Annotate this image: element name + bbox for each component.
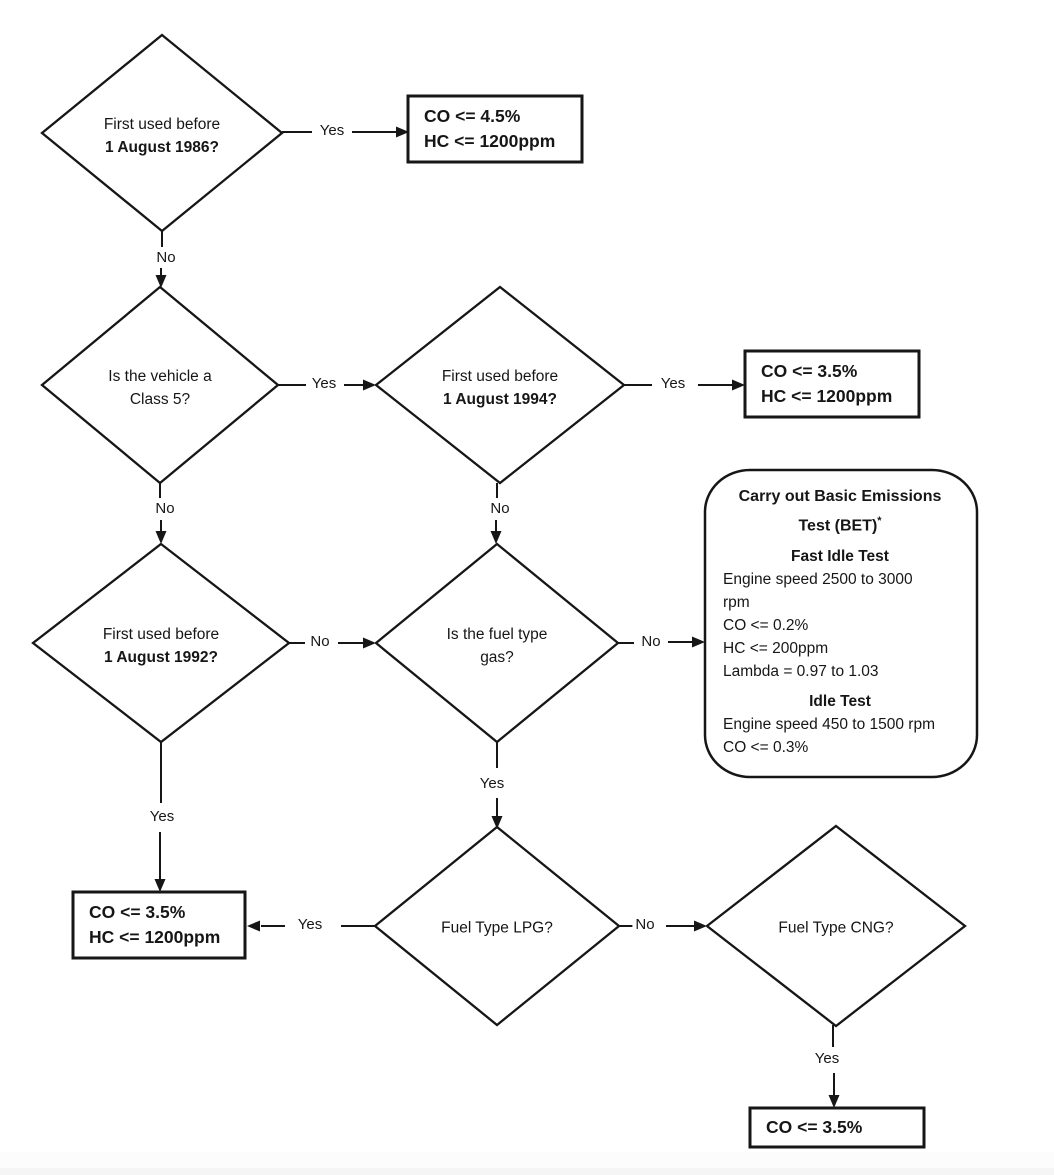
result-pre-1986-text [408, 96, 582, 162]
bet-idle-line-engine-speed: Engine speed 450 to 1500 rpm [723, 716, 935, 734]
decision-first-used-1992-line1: First used before [102, 626, 220, 643]
arrowhead-1994-yes [732, 380, 745, 391]
edge-label-cng-yes: Yes [812, 1050, 842, 1068]
decision-first-used-1986-line2: 1 August 1986? [105, 139, 219, 156]
result-pre-1992-line1: CO <= 3.5% [89, 902, 186, 922]
arrowhead-lpg-no [694, 921, 707, 932]
decision-first-used-1994-label [390, 365, 610, 411]
bet-title-asterisk: * [877, 515, 882, 527]
bet-title [723, 484, 957, 538]
edge-label-fuel-gas-yes: Yes [477, 775, 507, 793]
decision-fuel-type-lpg-label [387, 917, 607, 940]
bet-fast-idle-line-engine-speed: Engine speed 2500 to 3000 [723, 571, 913, 589]
result-pre-1986-line1: CO <= 4.5% [424, 106, 521, 126]
bet-box-content [705, 470, 977, 777]
edge-label-class5-no: No [152, 500, 177, 518]
result-pre-1992-line2: HC <= 1200ppm [89, 927, 221, 947]
result-pre-1986-line2: HC <= 1200ppm [424, 131, 556, 151]
bet-idle-line-co: CO <= 0.3% [723, 739, 809, 757]
arrowhead-1994-no [491, 531, 502, 544]
edge-label-fuel-gas-no: No [638, 633, 663, 651]
decision-first-used-1986-line1: First used before [103, 116, 221, 133]
arrowhead-cng-yes [829, 1095, 840, 1108]
edge-label-1986-yes: Yes [317, 122, 347, 140]
decision-fuel-type-gas-line2: gas? [480, 649, 514, 666]
decision-vehicle-class5-line1: Is the vehicle a [108, 368, 212, 385]
bet-idle-heading: Idle Test [809, 693, 871, 711]
footer-strip-edge [0, 1168, 1054, 1175]
decision-fuel-type-gas-label [387, 623, 607, 669]
arrowhead-1986-no [156, 275, 167, 288]
edge-label-1994-no: No [487, 500, 512, 518]
arrowhead-1992-yes [155, 879, 166, 892]
decision-fuel-type-gas-line1: Is the fuel type [446, 626, 548, 643]
result-cng-text [750, 1108, 924, 1147]
bet-fast-idle-line-lambda: Lambda = 0.97 to 1.03 [723, 663, 879, 681]
bet-fast-idle-heading: Fast Idle Test [791, 548, 889, 566]
edge-label-class5-yes: Yes [309, 375, 339, 393]
arrowhead-class5-no [156, 531, 167, 544]
arrowhead-1992-no [363, 638, 376, 649]
bet-fast-idle-line-hc: HC <= 200ppm [723, 640, 829, 658]
arrowhead-fuel-gas-yes [492, 816, 503, 829]
decision-first-used-1992-line2: 1 August 1992? [104, 649, 218, 666]
bet-title-line2: Test (BET)* [798, 515, 882, 535]
arrowhead-lpg-yes [247, 921, 260, 932]
edge-label-1986-no: No [153, 249, 178, 267]
decision-vehicle-class5-line2: Class 5? [129, 391, 191, 408]
decision-fuel-type-lpg-line1: Fuel Type LPG? [441, 919, 553, 937]
result-pre-1994-line1: CO <= 3.5% [761, 361, 858, 381]
bet-title-line1: Carry out Basic Emissions [738, 488, 942, 505]
bet-fast-idle-line-co: CO <= 0.2% [723, 617, 809, 635]
footer-strip [0, 1152, 1054, 1168]
result-pre-1994-line2: HC <= 1200ppm [761, 386, 893, 406]
decision-first-used-1986-label [52, 113, 272, 159]
result-cng-line1: CO <= 3.5% [766, 1117, 863, 1137]
edge-label-1994-yes: Yes [658, 375, 688, 393]
edge-label-1992-yes: Yes [147, 808, 177, 826]
result-pre-1994-text [745, 351, 919, 417]
edge-label-lpg-no: No [632, 916, 657, 934]
decision-first-used-1994-line2: 1 August 1994? [443, 391, 557, 408]
bet-fast-idle-line-rpm: rpm [723, 594, 750, 612]
decision-first-used-1994-line1: First used before [441, 368, 559, 385]
decision-fuel-type-cng-label [726, 917, 946, 940]
arrowhead-class5-yes [363, 380, 376, 391]
edge-label-1992-no: No [307, 633, 332, 651]
decision-fuel-type-cng-line1: Fuel Type CNG? [778, 919, 894, 937]
arrowhead-fuel-gas-no [692, 637, 705, 648]
result-pre-1992-text [73, 892, 245, 958]
edge-label-lpg-yes: Yes [295, 916, 325, 934]
decision-vehicle-class5-label [50, 365, 270, 411]
decision-first-used-1992-label [51, 623, 271, 669]
